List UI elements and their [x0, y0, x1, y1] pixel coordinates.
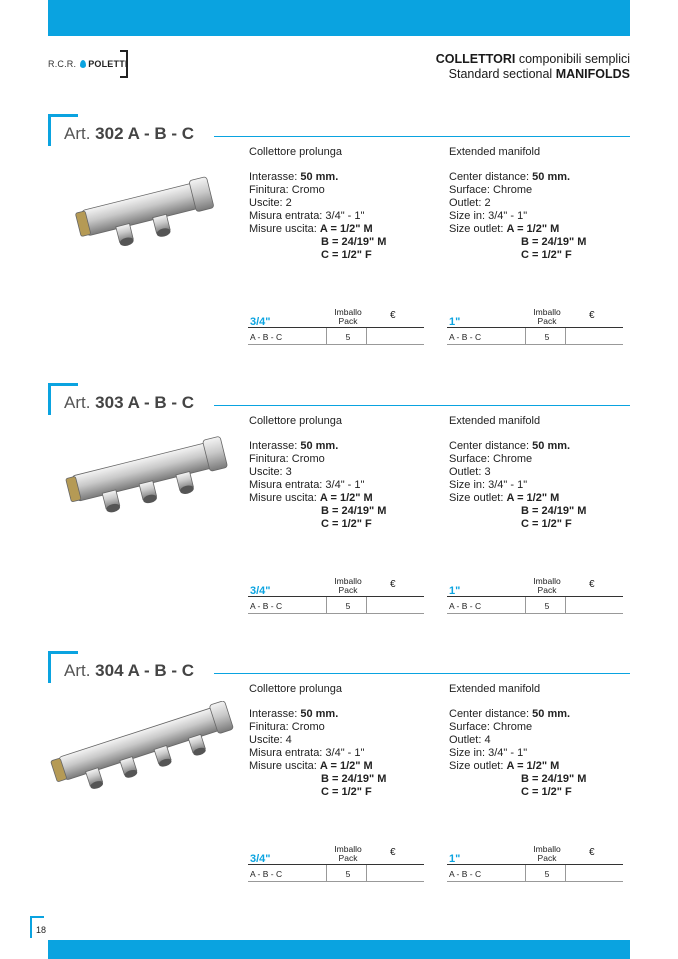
pack-header: Imballo Pack	[533, 844, 561, 863]
size-out-row: Size outlet: A = 1/2" M	[449, 760, 560, 772]
center-row: Center distance: 50 mm.	[449, 440, 571, 452]
table-row	[248, 328, 424, 345]
table-header	[248, 577, 424, 597]
divider	[326, 328, 327, 345]
size-out-row: Size outlet: A = 1/2" M	[449, 492, 560, 504]
pack-cell: 5	[544, 332, 550, 342]
entrata-row: Misura entrata: 3/4" - 1"	[249, 747, 365, 759]
table-header	[447, 845, 623, 865]
price-table-1	[447, 577, 623, 614]
outlet-row: Outlet: 2	[449, 197, 491, 209]
table-row	[447, 597, 623, 614]
pack-cell: 5	[345, 869, 351, 879]
page-number: 18	[36, 925, 47, 935]
pack-header: Imballo Pack	[533, 307, 561, 326]
entrata-row: Misura entrata: 3/4" - 1"	[249, 479, 365, 491]
size-out-b-row: B = 24/19" M	[521, 773, 587, 785]
logo-brand: POLETTI	[88, 59, 128, 69]
size-label: 1"	[449, 585, 461, 597]
desc-title-it: Collettore prolunga	[249, 415, 342, 427]
size-out-c-row: C = 1/2" F	[521, 518, 572, 530]
uscita-b-row: B = 24/19" M	[321, 505, 387, 517]
desc-title-en: Extended manifold	[449, 683, 541, 695]
finitura-row: Finitura: Cromo	[249, 721, 325, 733]
size-out-b-row: B = 24/19" M	[521, 505, 587, 517]
desc-title-it: Collettore prolunga	[249, 146, 342, 158]
table-header	[248, 308, 424, 328]
code-cell: A - B - C	[449, 869, 482, 879]
table-header	[447, 577, 623, 597]
divider	[326, 865, 327, 882]
manifold-2-outlets-image	[48, 166, 238, 266]
top-color-bar	[48, 0, 630, 36]
price-table-1	[447, 308, 623, 345]
price-table-1	[447, 845, 623, 882]
outlet-row: Outlet: 4	[449, 734, 491, 746]
pack-cell: 5	[345, 332, 351, 342]
article-title: Art. 304 A - B - C	[64, 661, 195, 680]
divider	[366, 597, 367, 614]
pack-header: Imballo Pack	[533, 576, 561, 595]
article-rule	[214, 136, 630, 137]
desc-title-it: Collettore prolunga	[249, 683, 342, 695]
article-title: Art. 302 A - B - C	[64, 124, 195, 143]
italian-description	[249, 683, 386, 799]
size-in-row: Size in: 3/4" - 1"	[449, 479, 528, 491]
price-table-3-4	[248, 577, 424, 614]
uscita-row: Misure uscita: A = 1/2" M	[249, 492, 373, 504]
size-in-row: Size in: 3/4" - 1"	[449, 210, 528, 222]
euro-header: €	[390, 847, 396, 858]
table-header	[248, 845, 424, 865]
article-title: Art. 303 A - B - C	[64, 393, 195, 412]
divider	[366, 328, 367, 345]
euro-header: €	[390, 310, 396, 321]
euro-header: €	[589, 579, 595, 590]
divider	[525, 865, 526, 882]
code-cell: A - B - C	[449, 332, 482, 342]
size-label: 3/4"	[250, 585, 271, 597]
euro-header: €	[589, 310, 595, 321]
article-section-304	[0, 651, 678, 891]
center-row: Center distance: 50 mm.	[449, 171, 571, 183]
interasse-row: Interasse: 50 mm.	[249, 171, 339, 183]
outlet-row: Outlet: 3	[449, 466, 491, 478]
price-table-3-4	[248, 845, 424, 882]
code-cell: A - B - C	[250, 869, 283, 879]
euro-header: €	[589, 847, 595, 858]
manifold-4-outlets-image	[48, 701, 238, 801]
desc-title-en: Extended manifold	[449, 415, 541, 427]
surface-row: Surface: Chrome	[449, 453, 533, 465]
size-in-row: Size in: 3/4" - 1"	[449, 747, 528, 759]
size-label: 1"	[449, 853, 461, 865]
divider	[326, 597, 327, 614]
size-label: 3/4"	[250, 316, 271, 328]
bottom-color-bar	[48, 940, 630, 959]
uscita-row: Misure uscita: A = 1/2" M	[249, 760, 373, 772]
table-row	[447, 865, 623, 882]
italian-description	[249, 415, 386, 531]
uscita-row: Misure uscita: A = 1/2" M	[249, 223, 373, 235]
header-title: COLLETTORI componibili semplici	[435, 52, 630, 66]
uscita-c-row: C = 1/2" F	[321, 249, 372, 261]
divider	[366, 865, 367, 882]
logo-prefix: R.C.R.	[48, 59, 77, 69]
article-section-302	[0, 114, 678, 354]
uscita-c-row: C = 1/2" F	[321, 518, 372, 530]
page-header	[436, 52, 630, 82]
size-out-b-row: B = 24/19" M	[521, 236, 587, 248]
size-out-row: Size outlet: A = 1/2" M	[449, 223, 560, 235]
water-drop-icon	[80, 60, 86, 68]
header-subtitle: Standard sectional MANIFOLDS	[448, 67, 630, 81]
pack-header: Imballo Pack	[334, 576, 362, 595]
uscita-b-row: B = 24/19" M	[321, 236, 387, 248]
interasse-row: Interasse: 50 mm.	[249, 708, 339, 720]
pack-header: Imballo Pack	[334, 844, 362, 863]
divider	[525, 597, 526, 614]
size-label: 3/4"	[250, 853, 271, 865]
code-cell: A - B - C	[250, 332, 283, 342]
uscite-row: Uscite: 2	[249, 197, 292, 209]
size-out-c-row: C = 1/2" F	[521, 249, 572, 261]
divider	[565, 865, 566, 882]
surface-row: Surface: Chrome	[449, 721, 533, 733]
italian-description	[249, 146, 386, 262]
english-description	[449, 146, 586, 262]
divider	[565, 597, 566, 614]
divider	[525, 328, 526, 345]
finitura-row: Finitura: Cromo	[249, 184, 325, 196]
interasse-row: Interasse: 50 mm.	[249, 440, 339, 452]
uscita-c-row: C = 1/2" F	[321, 786, 372, 798]
uscita-b-row: B = 24/19" M	[321, 773, 387, 785]
table-row	[248, 865, 424, 882]
pack-cell: 5	[345, 601, 351, 611]
table-row	[447, 328, 623, 345]
pack-header: Imballo Pack	[334, 307, 362, 326]
divider	[565, 328, 566, 345]
company-logo	[48, 50, 128, 78]
manifold-3-outlets-image	[48, 429, 238, 529]
english-description	[449, 683, 586, 799]
code-cell: A - B - C	[449, 601, 482, 611]
center-row: Center distance: 50 mm.	[449, 708, 571, 720]
table-row	[248, 597, 424, 614]
logo-bracket	[120, 50, 128, 78]
euro-header: €	[390, 579, 396, 590]
desc-title-en: Extended manifold	[449, 146, 541, 158]
uscite-row: Uscite: 4	[249, 734, 292, 746]
code-cell: A - B - C	[250, 601, 283, 611]
english-description	[449, 415, 586, 531]
entrata-row: Misura entrata: 3/4" - 1"	[249, 210, 365, 222]
article-rule	[214, 405, 630, 406]
uscite-row: Uscite: 3	[249, 466, 292, 478]
article-section-303	[0, 383, 678, 623]
pack-cell: 5	[544, 601, 550, 611]
size-label: 1"	[449, 316, 461, 328]
size-out-c-row: C = 1/2" F	[521, 786, 572, 798]
pack-cell: 5	[544, 869, 550, 879]
surface-row: Surface: Chrome	[449, 184, 533, 196]
article-rule	[214, 673, 630, 674]
finitura-row: Finitura: Cromo	[249, 453, 325, 465]
table-header	[447, 308, 623, 328]
price-table-3-4	[248, 308, 424, 345]
